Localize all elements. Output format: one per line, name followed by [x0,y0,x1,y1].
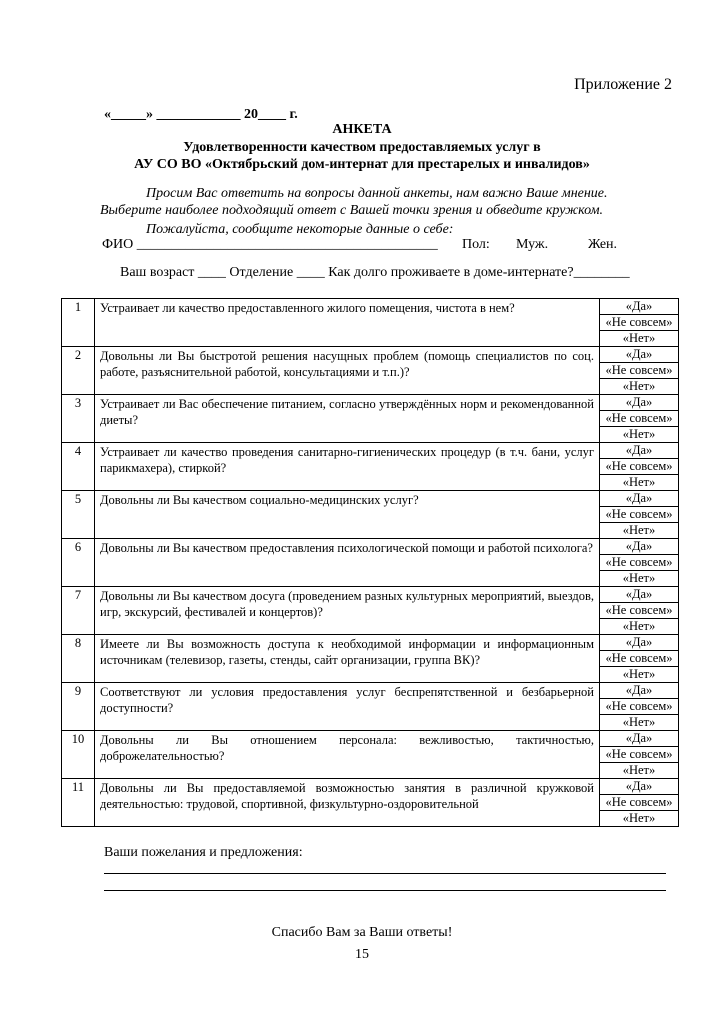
question-text: Довольны ли Вы предоставляемой возможностью занятия в различной кружковой деятельностью: трудовой, спортивной, физкультурно-оздоровительной [95,779,600,827]
question-row [62,683,679,699]
question-number: 2 [62,347,95,395]
wishes-line[interactable] [104,890,666,891]
wishes-label: Ваши пожелания и предложения: [104,845,303,860]
gender-female-option[interactable]: Жен. [588,237,618,252]
question-row [62,779,679,795]
question-row [62,443,679,459]
question-number: 4 [62,443,95,491]
answer-yes[interactable]: «Да» [600,731,679,747]
intro-request: Пожалуйста, сообщите некоторые данные о себе: [146,222,454,237]
answer-no[interactable]: «Нет» [600,427,679,443]
question-row [62,539,679,555]
form-subtitle: Удовлетворенности качеством предоставляемых услуг в [183,140,541,155]
question-row [62,491,679,507]
answer-partly[interactable]: «Не совсем» [600,411,679,427]
answer-yes[interactable]: «Да» [600,683,679,699]
question-row [62,635,679,651]
answer-no[interactable]: «Нет» [600,475,679,491]
answer-yes[interactable]: «Да» [600,779,679,795]
answer-yes[interactable]: «Да» [600,347,679,363]
question-number: 9 [62,683,95,731]
question-text: Имеете ли Вы возможность доступа к необходимой информации и информационным источникам (телевизор, газеты, стенды, сайт организации, группа ВК)? [95,635,600,683]
answer-partly[interactable]: «Не совсем» [600,747,679,763]
question-number: 10 [62,731,95,779]
answer-partly[interactable]: «Не совсем» [600,603,679,619]
date-line: «_____» ____________ 20____ г. [104,107,298,122]
organization-name: АУ СО ВО «Октябрьский дом-интернат для престарелых и инвалидов» [134,157,590,172]
answer-partly[interactable]: «Не совсем» [600,507,679,523]
age-department-line[interactable]: Ваш возраст ____ Отделение ____ Как долго проживаете в доме-интернате?________ [120,265,630,280]
answer-no[interactable]: «Нет» [600,811,679,827]
gender-male-option[interactable]: Муж. [516,237,549,252]
gender-label: Пол: [462,237,490,252]
question-number: 7 [62,587,95,635]
question-number: 5 [62,491,95,539]
question-text: Устраивает ли качество предоставленного жилого помещения, чистота в нем? [95,299,600,347]
answer-partly[interactable]: «Не совсем» [600,459,679,475]
question-row [62,731,679,747]
question-text: Устраивает ли качество проведения санитарно-гигиенических процедур (в т.ч. бани, услуг парикмахера), стиркой? [95,443,600,491]
answer-yes[interactable]: «Да» [600,443,679,459]
answer-partly[interactable]: «Не совсем» [600,795,679,811]
wishes-line[interactable] [104,873,666,874]
question-row [62,587,679,603]
question-number: 1 [62,299,95,347]
question-row [62,347,679,363]
question-number: 6 [62,539,95,587]
answer-partly[interactable]: «Не совсем» [600,363,679,379]
question-text: Соответствуют ли условия предоставления услуг беспрепятственной и безбарьерной доступности? [95,683,600,731]
question-row [62,395,679,411]
question-text: Довольны ли Вы быстротой решения насущных проблем (помощь специалистов по соц. работе, разъяснительной работой, консультациями и т.п.)? [95,347,600,395]
question-text: Довольны ли Вы качеством досуга (проведением разных культурных мероприятий, выездов, игр, экскурсий, фестивалей и концертов)? [95,587,600,635]
answer-yes[interactable]: «Да» [600,539,679,555]
answer-yes[interactable]: «Да» [600,491,679,507]
fio-field[interactable]: ФИО ___________________________________________ [102,237,438,252]
answer-no[interactable]: «Нет» [600,379,679,395]
question-number: 3 [62,395,95,443]
answer-no[interactable]: «Нет» [600,571,679,587]
answer-partly[interactable]: «Не совсем» [600,555,679,571]
answer-yes[interactable]: «Да» [600,395,679,411]
question-text: Довольны ли Вы качеством социально-медицинских услуг? [95,491,600,539]
thanks-text: Спасибо Вам за Ваши ответы! [271,925,453,940]
answer-no[interactable]: «Нет» [600,667,679,683]
question-text: Довольны ли Вы отношением персонала: вежливостью, тактичностью, доброжелательностью? [95,731,600,779]
question-text: Довольны ли Вы качеством предоставления психологической помощи и работой психолога? [95,539,600,587]
intro-paragraph: Просим Вас ответить на вопросы данной анкеты, нам важно Ваше мнение. Выберите наиболее подходящий ответ с Вашей точки зрения и обведите кружком. [100,186,608,218]
question-row [62,299,679,315]
answer-no[interactable]: «Нет» [600,331,679,347]
question-number: 8 [62,635,95,683]
answer-no[interactable]: «Нет» [600,763,679,779]
answer-partly[interactable]: «Не совсем» [600,699,679,715]
answer-partly[interactable]: «Не совсем» [600,651,679,667]
question-number: 11 [62,779,95,827]
answer-yes[interactable]: «Да» [600,299,679,315]
page-number: 15 [355,947,369,962]
answer-yes[interactable]: «Да» [600,635,679,651]
answer-partly[interactable]: «Не совсем» [600,315,679,331]
answer-yes[interactable]: «Да» [600,587,679,603]
appendix-label: Приложение 2 [574,76,672,93]
answer-no[interactable]: «Нет» [600,523,679,539]
answer-no[interactable]: «Нет» [600,619,679,635]
question-text: Устраивает ли Вас обеспечение питанием, согласно утверждённых норм и рекомендованной диеты? [95,395,600,443]
form-title: АНКЕТА [332,122,392,137]
answer-no[interactable]: «Нет» [600,715,679,731]
survey-table [61,298,679,827]
